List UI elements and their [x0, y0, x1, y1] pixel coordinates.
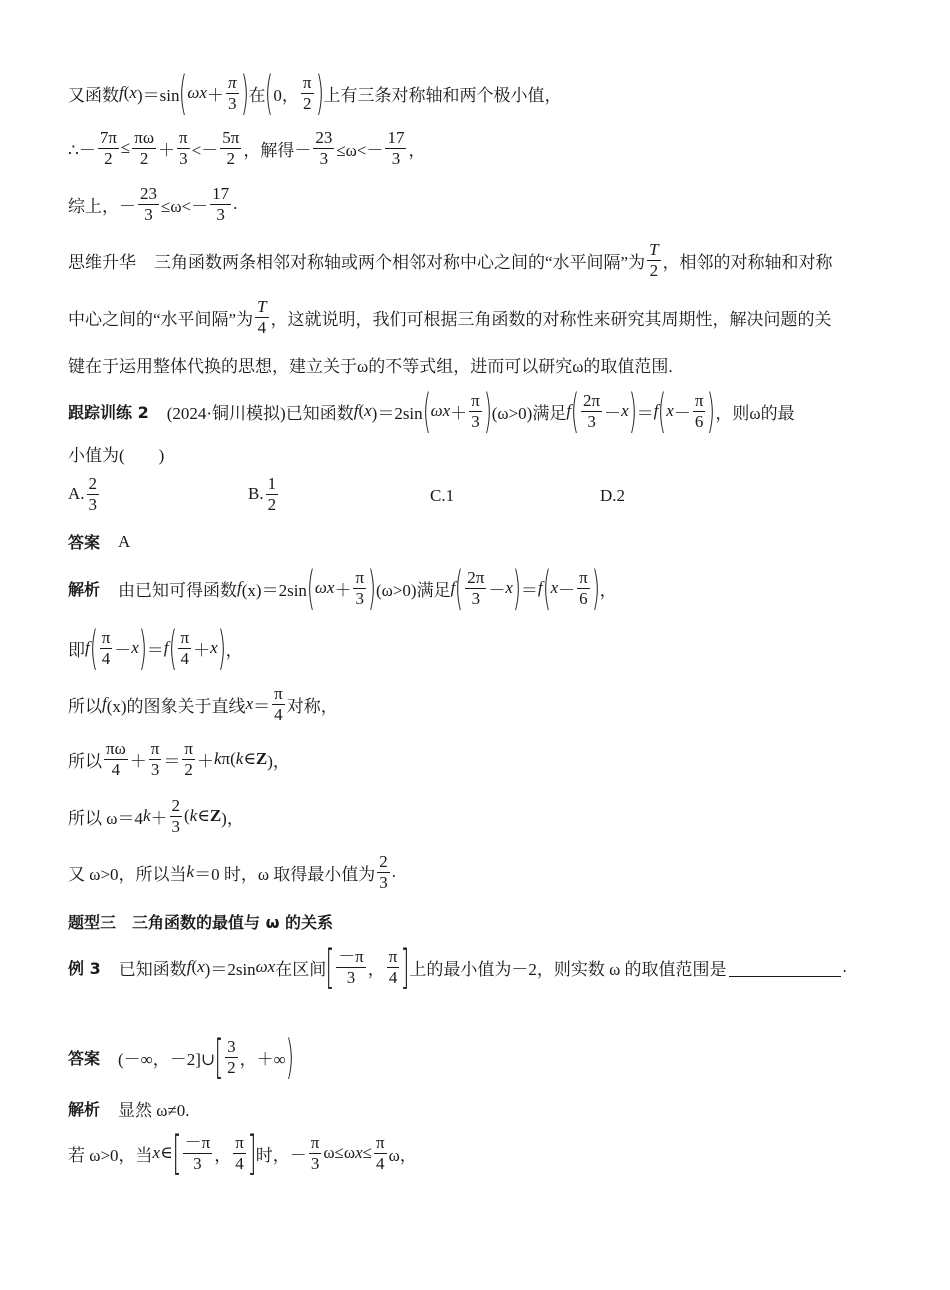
math-x: x [197, 957, 205, 976]
denominator: 4 [101, 648, 111, 668]
analysis-label: 解析 [68, 579, 101, 599]
summary-line-3 [68, 352, 890, 377]
numerator: π [694, 390, 704, 410]
math-text: ＝ [253, 696, 271, 716]
text: ，则ω的最 [715, 403, 795, 423]
fraction [170, 796, 183, 836]
math-k: k [235, 749, 244, 769]
text: . [842, 957, 847, 976]
numerator: 2 [88, 474, 98, 493]
answer-line-1 [68, 530, 890, 553]
text: 对称， [286, 696, 338, 716]
fraction [581, 391, 602, 431]
denominator: 4 [388, 967, 398, 987]
numerator: π [235, 1132, 244, 1152]
math-text: ＝ [146, 640, 164, 660]
step-line-5 [68, 852, 890, 892]
left-paren: ( [658, 384, 667, 438]
denominator: 2 [649, 260, 659, 280]
fraction [226, 73, 239, 113]
text: 若 ω>0，当 [68, 1145, 153, 1165]
answer-value: A [118, 531, 131, 551]
numerator: 23 [140, 184, 157, 203]
math-text: ω≤ω [323, 1143, 356, 1162]
left-paren: ( [168, 621, 177, 675]
numerator: 2π [467, 567, 485, 587]
math-text: － [604, 403, 622, 423]
fraction [374, 1133, 387, 1173]
math-text: ≤ [362, 1143, 372, 1162]
right-bracket: ] [247, 1126, 257, 1180]
math-text: ＋ [158, 140, 176, 160]
text: 三角函数两条相邻对称轴或两个相邻对称中心之间的“水平间隔”为 [154, 252, 646, 272]
denominator: 3 [587, 411, 596, 431]
numerator: 3 [227, 1036, 236, 1056]
summary-line-2 [68, 297, 890, 337]
math-text: ， [214, 1145, 232, 1165]
fraction [178, 628, 191, 668]
denominator: 4 [111, 759, 121, 779]
math-k: k [189, 806, 198, 826]
denominator: 3 [379, 872, 388, 892]
math-integers: Z [209, 806, 222, 826]
fraction [336, 947, 366, 987]
fraction [87, 474, 100, 514]
math-text: )， [221, 808, 244, 828]
text: 上有三条对称轴和两个极小值， [323, 85, 562, 105]
math-text: ＝ [163, 751, 181, 771]
text: 小值为( ) [68, 446, 165, 465]
right-paren: ) [707, 384, 716, 438]
line-3 [68, 184, 890, 224]
fraction [220, 128, 241, 168]
numerator: π [471, 390, 480, 410]
math-f: f [119, 83, 124, 102]
numerator: 5π [222, 128, 240, 147]
fraction [377, 852, 390, 892]
math-k: k [142, 806, 151, 826]
math-text: )＝2sin [204, 959, 256, 979]
text: (ω>0)满足 [375, 580, 451, 600]
denominator: 3 [471, 411, 480, 431]
numerator: 7π [99, 128, 117, 147]
fraction [255, 297, 268, 337]
fraction [149, 739, 162, 779]
option-c[interactable] [430, 486, 454, 506]
math-omega-x: ωx [187, 83, 207, 102]
left-paren: ( [179, 66, 188, 120]
fraction [100, 628, 113, 668]
denominator: 2 [267, 494, 277, 514]
math-text: ( [184, 806, 190, 826]
math-f: f [653, 401, 659, 420]
text: 由已知可得函数 [118, 580, 238, 600]
math-omega-x: ωx [255, 957, 276, 976]
text: 时，－ [255, 1145, 307, 1165]
math-text: ≤ω<－ [161, 196, 209, 216]
left-paren: ( [89, 621, 98, 675]
fraction [353, 568, 366, 608]
right-paren: ) [240, 66, 249, 120]
numerator: π [184, 739, 193, 758]
right-paren: ) [285, 1030, 294, 1084]
fraction [272, 684, 285, 724]
math-x: x [355, 1143, 363, 1162]
math-integers: Z [255, 749, 268, 769]
fraction [313, 128, 334, 168]
denominator: 3 [179, 148, 188, 168]
denominator: 4 [257, 317, 267, 337]
math-text: ∈ [160, 1143, 173, 1162]
numerator: π [180, 627, 190, 647]
math-plus: ＋ [450, 403, 468, 423]
math-plus: ＋ [334, 580, 352, 600]
left-bracket: [ [325, 940, 335, 994]
right-bracket: ] [400, 940, 410, 994]
left-bracket: [ [214, 1030, 224, 1084]
math-text: ，＋∞ [239, 1049, 286, 1069]
math-x: x [550, 578, 559, 597]
text: ，解得－ [243, 140, 312, 160]
denominator: 3 [471, 588, 481, 608]
math-text: 所以 ω＝4 [68, 808, 143, 828]
denominator: 4 [180, 648, 190, 668]
numerator: π [388, 946, 398, 966]
denominator: 2 [226, 148, 236, 168]
line-1 [68, 66, 890, 120]
denominator: 3 [144, 204, 153, 224]
answer-label: 答案 [68, 533, 101, 552]
denominator: 3 [193, 1153, 202, 1173]
numerator: πω [106, 739, 126, 758]
text: 又函数 [68, 85, 119, 105]
step-line-6 [68, 1126, 890, 1180]
text: (2024·铜川模拟)已知函数 [166, 403, 354, 423]
numerator: 1 [267, 474, 277, 493]
option-label: A. [68, 484, 85, 504]
fraction [266, 474, 279, 514]
math-text: (x)＝2sin [241, 580, 307, 600]
fraction [177, 128, 190, 168]
summary-label: 思维升华 [68, 252, 136, 273]
math-k: k [186, 862, 195, 882]
exercise-label: 跟踪训练 2 [68, 402, 149, 422]
right-paren: ) [138, 621, 147, 675]
fraction [138, 184, 159, 224]
fraction [104, 739, 128, 779]
math-text: ∈ [197, 806, 210, 826]
fraction [385, 128, 406, 168]
option-label: B. [248, 484, 264, 504]
summary-line-1 [68, 240, 890, 280]
left-paren: ( [455, 561, 464, 615]
exercise-line-2 [68, 441, 890, 466]
math-text: ω， [388, 1145, 417, 1165]
analysis-line-1 [68, 561, 890, 615]
math-text: 0， [273, 85, 299, 105]
text: 上的最小值为－2，则实数 ω 的取值范围是 [409, 959, 727, 979]
denominator: 2 [184, 759, 193, 779]
numerator: 17 [212, 184, 230, 203]
math-text: ∈ [243, 749, 256, 769]
step-line-4 [68, 796, 890, 836]
section-title: 题型三 三角函数的最值与 ω 的关系 [68, 913, 334, 932]
line-2 [68, 128, 890, 168]
numerator: π [302, 72, 312, 92]
denominator: 3 [171, 816, 180, 836]
answer-label: 答案 [68, 1048, 101, 1068]
text: 中心之间的“水平间隔”为 [68, 309, 254, 329]
math-text: － [673, 403, 691, 423]
fraction [225, 1037, 238, 1077]
math-f: f [353, 401, 359, 420]
math-paren: ( [191, 957, 198, 976]
text: ， [408, 140, 426, 160]
math-text: － [114, 640, 132, 660]
right-paren: ) [591, 561, 600, 615]
math-k: k [213, 749, 222, 769]
left-paren: ( [570, 384, 580, 438]
denominator: 4 [235, 1153, 244, 1173]
option-a[interactable] [68, 474, 101, 514]
numerator: －π [184, 1132, 211, 1152]
math-f: f [186, 957, 192, 976]
math-omega-x: ωx [314, 578, 335, 597]
numerator: 2π [583, 390, 601, 410]
math-text: － [558, 580, 576, 600]
numerator: πω [134, 128, 155, 147]
math-plus: ＋ [206, 85, 224, 105]
denominator: 3 [346, 967, 356, 987]
fraction [301, 73, 314, 113]
numerator: π [179, 128, 188, 147]
text: ， [599, 580, 617, 600]
numerator: π [150, 739, 160, 758]
fraction [98, 128, 119, 168]
left-bracket: [ [172, 1126, 182, 1180]
denominator: 3 [391, 148, 401, 168]
text: 所以 [68, 751, 102, 771]
numerator: π [579, 567, 588, 587]
math-text: <－ [191, 140, 219, 160]
example-label: 例 3 [68, 958, 101, 978]
math-x: x [505, 578, 513, 597]
left-paren: ( [422, 384, 431, 438]
text: 键在于运用整体代换的思想，建立关于ω的不等式组，进而可以研究ω的取值范围. [68, 357, 673, 376]
numerator: π [355, 567, 365, 587]
denominator: 2 [104, 148, 113, 168]
math-text: )， [267, 751, 290, 771]
math-f: f [450, 578, 456, 597]
numerator: －π [338, 946, 364, 966]
fraction [309, 1133, 322, 1173]
numerator: π [310, 1132, 320, 1152]
numerator: 23 [315, 128, 333, 147]
math-omega-x: ωx [430, 401, 451, 420]
denominator: 3 [319, 148, 329, 168]
text: 所以 [68, 696, 102, 716]
denominator: 3 [88, 494, 98, 514]
text: ， [225, 640, 243, 660]
math-text: ∴－ [68, 140, 96, 160]
math-text: ≤ [120, 138, 131, 158]
math-x: x [621, 401, 629, 420]
math-text: π( [221, 749, 236, 769]
fraction [577, 568, 590, 608]
text: 又 ω>0，所以当 [68, 864, 187, 884]
numerator: 2 [379, 852, 388, 871]
math-text: ≤ω<－ [336, 140, 384, 160]
math-paren: ( [358, 401, 365, 420]
denominator: 2 [302, 93, 312, 113]
step-line-1 [68, 621, 890, 675]
math-text: (－∞，－2]∪ [118, 1049, 216, 1069]
right-paren: ) [483, 384, 492, 438]
denominator: 3 [227, 93, 237, 113]
answer-line-2 [68, 1030, 890, 1084]
exercise-line-1 [68, 384, 890, 438]
denominator: 6 [694, 411, 704, 431]
math-x: x [245, 694, 254, 714]
math-plus: ＋ [129, 751, 147, 771]
numerator: T [649, 240, 659, 259]
right-paren: ) [628, 384, 637, 438]
option-d[interactable] [600, 486, 625, 506]
right-paren: ) [512, 561, 521, 615]
right-paren: ) [367, 561, 377, 615]
math-f: f [163, 638, 169, 657]
text: ，这就说明，我们可根据三角函数的对称性来研究其周期性，解决问题的关 [270, 309, 832, 329]
math-paren: ( [123, 83, 130, 102]
denominator: 3 [355, 588, 364, 608]
math-f: f [102, 694, 107, 714]
fraction [693, 391, 706, 431]
text: . [391, 862, 397, 882]
math-x: x [152, 1143, 161, 1162]
math-text: ＋ [150, 808, 168, 828]
text: 显然 ω≠0. [118, 1101, 190, 1120]
text: 综上，－ [68, 196, 136, 216]
option-b[interactable] [248, 474, 280, 514]
text: 已知函数 [118, 959, 187, 979]
denominator: 2 [139, 148, 149, 168]
fraction [182, 739, 195, 779]
text: (ω>0)满足 [491, 403, 567, 423]
math-x: x [210, 638, 218, 657]
fraction [210, 184, 231, 224]
math-text: )＝2sin [371, 403, 423, 423]
left-paren: ( [306, 561, 315, 615]
math-text: ＋ [196, 751, 214, 771]
numerator: π [274, 684, 283, 703]
math-text: ， [367, 959, 385, 979]
denominator: 3 [150, 759, 160, 779]
math-x: x [666, 401, 674, 420]
math-x: x [131, 638, 139, 657]
math-f: f [566, 401, 572, 420]
text: (x)的图象关于直线 [106, 696, 246, 716]
math-x: x [129, 83, 137, 102]
text: 在区间 [275, 959, 327, 979]
text: . [233, 194, 238, 214]
text: ，相邻的对称轴和对称 [662, 252, 833, 272]
fraction [387, 947, 400, 987]
denominator: 3 [216, 204, 225, 224]
right-paren: ) [315, 66, 324, 120]
numerator: 17 [387, 128, 405, 147]
math-x: x [364, 401, 372, 420]
step-line-3 [68, 739, 890, 779]
math-text: ＝ [636, 403, 654, 423]
text: ＝0 时，ω 取得最小值为 [194, 864, 376, 884]
step-line-2 [68, 684, 890, 724]
numerator: π [101, 627, 111, 647]
fraction [465, 568, 486, 608]
answer-blank[interactable] [729, 958, 841, 977]
numerator: T [257, 297, 267, 316]
fraction [132, 128, 156, 168]
math-f: f [237, 578, 242, 597]
option-label: C.1 [430, 486, 455, 505]
denominator: 2 [227, 1057, 236, 1077]
left-paren: ( [265, 66, 274, 120]
denominator: 3 [310, 1153, 320, 1173]
denominator: 4 [274, 704, 283, 724]
math-f: f [85, 638, 90, 657]
fraction [233, 1133, 246, 1173]
numerator: π [227, 72, 237, 92]
math-text: )＝sin [136, 85, 180, 105]
analysis-line-2 [68, 1096, 890, 1121]
fraction [183, 1133, 213, 1173]
math-plus: ＋ [193, 640, 211, 660]
numerator: π [375, 1132, 385, 1152]
denominator: 6 [579, 588, 588, 608]
text: 即 [68, 640, 85, 660]
denominator: 4 [376, 1153, 385, 1173]
fraction [647, 240, 660, 280]
example-line [68, 940, 890, 994]
math-text: － [488, 580, 506, 600]
analysis-label: 解析 [68, 1100, 101, 1119]
section-heading [68, 910, 890, 933]
text: 在 [248, 85, 266, 105]
fraction [469, 391, 482, 431]
right-paren: ) [217, 621, 226, 675]
numerator: 2 [171, 796, 180, 815]
left-paren: ( [542, 561, 551, 615]
math-f: f [537, 578, 543, 597]
option-label: D.2 [600, 486, 626, 505]
math-text: ＝ [520, 580, 538, 600]
